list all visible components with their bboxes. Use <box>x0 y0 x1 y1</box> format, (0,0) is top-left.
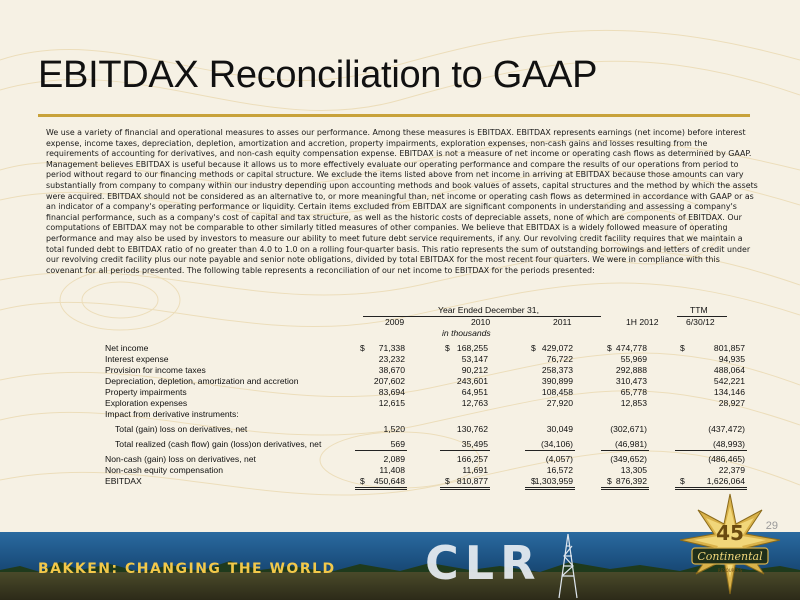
value-cell: 28,927 <box>718 398 745 408</box>
value-cell: 2,089 <box>383 454 405 464</box>
intro-paragraph: We use a variety of financial and operational measures to asses our performance. Among these measures is EBITDAX. EBITDAX represents earnings (net income) before interest expense, income taxes, depreciation, depletion, amortization and accretion, property impairments, exploration expenses, non-cash gains and losses resulting from the requirements of accounting for derivatives, and non-cash equity compensation expense. EBITDAX is not a measure of net income or operating cash flows as determined by GAAP. Management believes EBITDAX is useful because it allows us to more effectively evaluate our operating performance and compare the results of our operations from period to period without regard to our financing methods or capital structure. We exclude the items listed above from net income in arriving at EBITDAX because those amounts can vary substantially from company to company within our industry depending upon accounting methods and book values of assets, capital structures and the method by which the assets were acquired. EBITDAX should not be considered as an alternative to, or more meaningful than, net income or operating cash flows as determined in accordance with GAAP or as an indicator of a company's operating performance or liquidity. Certain items excluded from EBITDAX are significant components in understanding and assessing a company's financial performance, such as a company's cost of capital and tax structure, as well as the historic costs of depreciable assets, none of which are components of EBITDAX. Our computations of EBITDAX may not be comparable to other similarly titled measures of other companies. We believe that EBITDAX is a widely followed measure of operating performance and may also be used by investors to measure our ability to meet future debt service requirements, if any. Our revolving credit facility requires that we maintain a total funded debt to EBITDAX ratio of no greater than 4.0 to 1.0 on a rolling four-quarter basis. This ratio represents the sum of outstanding borrowings and letters of credit under our revolving credit facility plus our note payable and senior note obligations, divided by total EBITDAX for the most recent four quarters. We were in compliance with this covenant for all periods presented. The following table represents a reconciliation of our net income to EBITDAX for the periods presented: <box>46 128 758 275</box>
value-cell: 38,670 <box>378 365 405 375</box>
continental-resources-logo <box>670 490 790 600</box>
currency-symbol: $ <box>360 476 365 486</box>
value-cell: (4,057) <box>545 454 573 464</box>
value-cell: 258,373 <box>541 365 573 375</box>
row-label: Provision for income taxes <box>105 365 206 375</box>
currency-symbol: $ <box>360 343 365 353</box>
value-cell: 22,379 <box>718 465 745 475</box>
value-cell: 65,778 <box>620 387 647 397</box>
column-header: 6/30/12 <box>686 317 715 327</box>
subtotal-rule <box>355 450 407 451</box>
value-cell: 429,072 <box>541 343 573 353</box>
logo-number: 45 <box>716 521 744 545</box>
value-cell: 1,303,959 <box>534 476 573 486</box>
value-cell: 488,064 <box>713 365 745 375</box>
total-double-rule <box>525 487 575 488</box>
value-cell: 12,853 <box>620 398 647 408</box>
value-cell: (349,652) <box>610 454 647 464</box>
table-row <box>105 409 745 421</box>
title-underline <box>38 114 750 117</box>
value-cell: 90,212 <box>461 365 488 375</box>
currency-symbol: $ <box>531 343 536 353</box>
value-cell: 13,305 <box>620 465 647 475</box>
row-label: Non-cash (gain) loss on derivatives, net <box>105 454 256 464</box>
total-double-rule <box>355 489 407 490</box>
value-cell: 16,572 <box>546 465 573 475</box>
value-cell: (46,981) <box>614 439 647 449</box>
value-cell: 450,648 <box>373 476 405 486</box>
currency-symbol: $ <box>445 476 450 486</box>
value-cell: 27,920 <box>546 398 573 408</box>
value-cell: 130,762 <box>456 424 488 434</box>
row-label: Total realized (cash flow) gain (loss)on derivatives, net <box>115 439 322 449</box>
total-double-rule <box>601 489 649 490</box>
total-double-rule <box>601 487 649 488</box>
value-cell: 1,520 <box>383 424 405 434</box>
value-cell: (34,106) <box>540 439 573 449</box>
subtotal-rule <box>675 450 747 451</box>
value-cell: 83,694 <box>378 387 405 397</box>
currency-symbol: $ <box>445 343 450 353</box>
currency-symbol: $ <box>607 476 612 486</box>
currency-symbol: $ <box>680 343 685 353</box>
total-double-rule <box>525 489 575 490</box>
row-label: Net income <box>105 343 149 353</box>
total-double-rule <box>440 489 490 490</box>
table-row <box>105 439 745 451</box>
value-cell: 542,221 <box>713 376 745 386</box>
logo-name: Continental <box>697 550 763 563</box>
logo-sub: RESOURCES <box>717 568 743 573</box>
table-row <box>105 476 745 488</box>
column-header: 1H 2012 <box>626 317 659 327</box>
value-cell: 76,722 <box>546 354 573 364</box>
value-cell: 390,899 <box>541 376 573 386</box>
value-cell: 30,049 <box>546 424 573 434</box>
row-label: Non-cash equity compensation <box>105 465 223 475</box>
group-header: Year Ended December 31, <box>438 305 539 315</box>
value-cell: 53,147 <box>461 354 488 364</box>
column-header: 2009 <box>385 317 405 327</box>
total-double-rule <box>440 487 490 488</box>
ttm-header: TTM <box>690 305 708 315</box>
units-note: in thousands <box>442 328 491 338</box>
currency-symbol: $ <box>607 343 612 353</box>
value-cell: 801,857 <box>713 343 745 353</box>
value-cell: 23,232 <box>378 354 405 364</box>
row-label: EBITDAX <box>105 476 142 486</box>
value-cell: 55,969 <box>620 354 647 364</box>
value-cell: 64,951 <box>461 387 488 397</box>
value-cell: 243,601 <box>456 376 488 386</box>
value-cell: 876,392 <box>615 476 647 486</box>
value-cell: 474,778 <box>615 343 647 353</box>
table-row <box>105 424 745 436</box>
slide-title: EBITDAX Reconciliation to GAAP <box>38 54 598 96</box>
value-cell: 35,495 <box>461 439 488 449</box>
value-cell: (437,472) <box>708 424 745 434</box>
value-cell: 168,255 <box>456 343 488 353</box>
row-label: Property impairments <box>105 387 187 397</box>
drilling-rig-icon <box>553 532 583 600</box>
row-label: Total (gain) loss on derivatives, net <box>115 424 248 434</box>
row-label: Exploration expenses <box>105 398 188 408</box>
value-cell: 310,473 <box>615 376 647 386</box>
value-cell: (48,993) <box>712 439 745 449</box>
column-header: 2010 <box>471 317 491 327</box>
value-cell: (486,465) <box>708 454 745 464</box>
subtotal-rule <box>440 450 490 451</box>
clr-wordmark: CLR <box>425 536 542 590</box>
column-header: 2011 <box>553 317 572 327</box>
row-label: Depreciation, depletion, amortization and accretion <box>105 376 299 386</box>
value-cell: 292,888 <box>615 365 647 375</box>
value-cell: 134,146 <box>713 387 745 397</box>
row-label: Impact from derivative instruments: <box>105 409 239 419</box>
value-cell: 569 <box>390 439 405 449</box>
value-cell: 108,458 <box>541 387 573 397</box>
subtotal-rule <box>525 450 575 451</box>
value-cell: 810,877 <box>456 476 488 486</box>
footer-slogan: BAKKEN: CHANGING THE WORLD <box>38 561 336 577</box>
subtotal-rule <box>601 450 649 451</box>
value-cell: 207,602 <box>373 376 405 386</box>
page-number: 29 <box>765 520 778 532</box>
value-cell: 11,691 <box>462 465 488 475</box>
value-cell: 166,257 <box>456 454 488 464</box>
value-cell: 12,615 <box>378 398 405 408</box>
currency-symbol: $ <box>680 476 685 486</box>
row-label: Interest expense <box>105 354 169 364</box>
value-cell: 71,338 <box>378 343 405 353</box>
value-cell: 11,408 <box>379 465 405 475</box>
value-cell: 12,763 <box>461 398 488 408</box>
currency-symbol: $ <box>531 476 536 486</box>
total-double-rule <box>675 487 747 488</box>
value-cell: 94,935 <box>718 354 745 364</box>
value-cell: 1,626,064 <box>706 476 745 486</box>
units-row <box>105 328 745 340</box>
total-double-rule <box>355 487 407 488</box>
value-cell: (302,671) <box>610 424 647 434</box>
